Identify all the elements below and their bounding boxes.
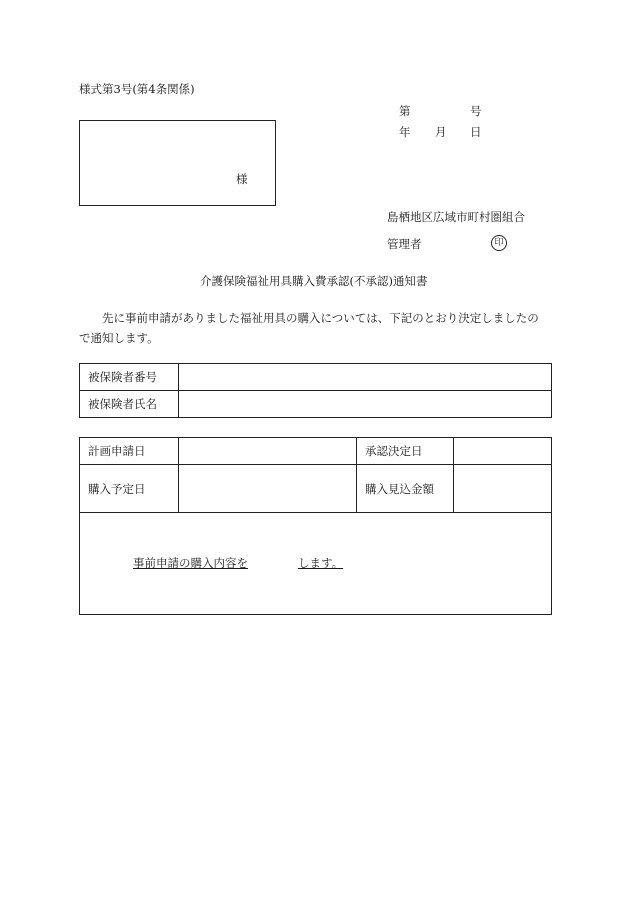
- statement-text: [133, 556, 349, 570]
- form-number: 様式第3号(第4条関係): [79, 82, 195, 96]
- insured-number-label: 被保険者番号: [80, 364, 179, 391]
- amount-label: 購入見込金額: [357, 465, 454, 513]
- date-day: 日: [470, 125, 482, 139]
- purchase-row: [80, 465, 552, 513]
- detail-table: [79, 437, 552, 615]
- doc-number-suffix: 号: [470, 104, 482, 118]
- insured-number-row: [80, 364, 552, 391]
- insured-name-value: [179, 391, 552, 418]
- addressee-honorific: 様: [236, 172, 248, 186]
- insured-table: [79, 363, 552, 418]
- statement-row: [80, 513, 552, 615]
- statement-pre: 事前申請の購入内容を: [133, 555, 248, 570]
- statement-post: します。: [298, 555, 344, 570]
- addressee-box: [79, 120, 276, 206]
- insured-name-label: 被保険者氏名: [80, 391, 179, 418]
- plan-date-value: [179, 438, 357, 465]
- amount-value: [454, 465, 552, 513]
- approval-date-value: [454, 438, 552, 465]
- date-year: 年: [399, 125, 411, 139]
- issuer-title: 管理者: [387, 237, 422, 251]
- insured-name-row: [80, 391, 552, 418]
- body-line-2: で通知します。: [79, 331, 159, 345]
- document-title: 介護保険福祉用具購入費承認(不承認)通知書: [200, 274, 428, 288]
- date-month: 月: [435, 125, 447, 139]
- body-line-1: 先に事前申請がありました福祉用具の購入については、下記のとおり決定しましたの: [102, 311, 539, 325]
- seal-icon: 印: [491, 235, 507, 251]
- dates-row: [80, 438, 552, 465]
- purchase-date-value: [179, 465, 357, 513]
- insured-number-value: [179, 364, 552, 391]
- plan-date-label: 計画申請日: [80, 438, 179, 465]
- statement-line: [80, 555, 551, 573]
- purchase-date-label: 購入予定日: [80, 465, 179, 513]
- approval-date-label: 承認決定日: [357, 438, 454, 465]
- issuer-org: 島栖地区広域市町村圏組合: [387, 210, 525, 224]
- doc-number-prefix: 第: [399, 104, 411, 118]
- statement-cell: [80, 513, 552, 615]
